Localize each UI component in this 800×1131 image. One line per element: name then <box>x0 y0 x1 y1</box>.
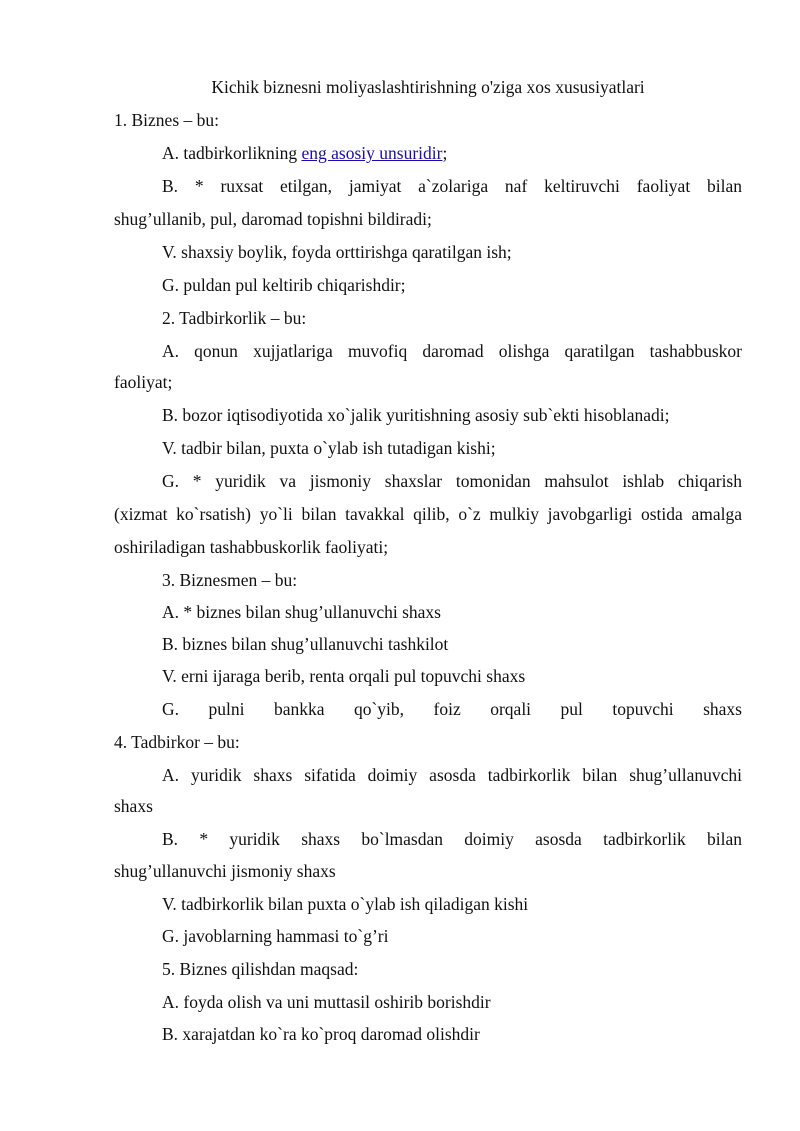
question-2: 2. Tadbirkorlik – bu: <box>162 308 307 328</box>
q1-option-a-prefix: A. tadbirkorlikning <box>162 143 302 163</box>
q4-option-a-line2: shaxs <box>114 796 153 816</box>
q4-option-b-line2: shug’ullanuvchi jismoniy shaxs <box>114 861 336 881</box>
q1-option-b-line1: B. * ruxsat etilgan, jamiyat a`zolariga naf keltiruvchi faoliyat bilan <box>162 176 742 196</box>
q4-option-g: G. javoblarning hammasi to`g’ri <box>162 926 389 946</box>
q5-option-b: B. xarajatdan ko`ra ko`proq daromad olishdir <box>162 1024 480 1044</box>
question-1: 1. Biznes – bu: <box>114 110 219 130</box>
q1-option-v: V. shaxsiy boylik, foyda orttirishga qaratilgan ish; <box>162 242 512 262</box>
q1-option-a-suffix: ; <box>442 143 448 163</box>
question-3: 3. Biznesmen – bu: <box>162 570 298 590</box>
q1-option-a <box>114 142 742 164</box>
question-4: 4. Tadbirkor – bu: <box>114 732 240 752</box>
question-5: 5. Biznes qilishdan maqsad: <box>162 959 359 979</box>
q3-option-b: B. biznes bilan shug’ullanuvchi tashkilot <box>162 634 449 654</box>
q2-option-g-line1: G. * yuridik va jismoniy shaxslar tomonidan mahsulot ishlab chiqarish <box>162 471 742 491</box>
q1-option-a-link[interactable]: eng asosiy unsuridir <box>301 143 443 163</box>
document-title: Kichik biznesni moliyaslashtirishning o'ziga xos xususiyatlari <box>211 77 645 97</box>
q4-option-a-line1: A. yuridik shaxs sifatida doimiy asosda tadbirkorlik bilan shug’ullanuvchi <box>162 765 742 785</box>
q2-option-b: B. bozor iqtisodiyotida xo`jalik yuritishning asosiy sub`ekti hisoblanadi; <box>162 405 670 425</box>
q5-option-a: A. foyda olish va uni muttasil oshirib borishdir <box>162 992 491 1012</box>
q4-option-v: V. tadbirkorlik bilan puxta o`ylab ish qiladigan kishi <box>162 894 529 914</box>
q1-option-g: G. puldan pul keltirib chiqarishdir; <box>162 275 406 295</box>
q2-option-v: V. tadbir bilan, puxta o`ylab ish tutadigan kishi; <box>162 438 496 458</box>
q2-option-g-line3: oshiriladigan tashabbuskorlik faoliyati; <box>114 537 389 557</box>
q2-option-g-line2: (xizmat ko`rsatish) yo`li bilan tavakkal qilib, o`z mulkiy javobgarligi ostida amalga <box>114 504 742 524</box>
q2-option-a-line2: faoliyat; <box>114 372 173 392</box>
q3-option-v: V. erni ijaraga berib, renta orqali pul topuvchi shaxs <box>162 666 526 686</box>
q3-option-a: A. * biznes bilan shug’ullanuvchi shaxs <box>162 602 441 622</box>
q3-option-g: G. pulni bankka qo`yib, foiz orqali pul topuvchi shaxs <box>162 699 742 719</box>
q4-option-b-line1: B. * yuridik shaxs bo`lmasdan doimiy asosda tadbirkorlik bilan <box>162 829 742 849</box>
q2-option-a-line1: A. qonun xujjatlariga muvofiq daromad olishga qaratilgan tashabbuskor <box>162 341 742 361</box>
q1-option-b-line2: shug’ullanib, pul, daromad topishni bildiradi; <box>114 209 432 229</box>
